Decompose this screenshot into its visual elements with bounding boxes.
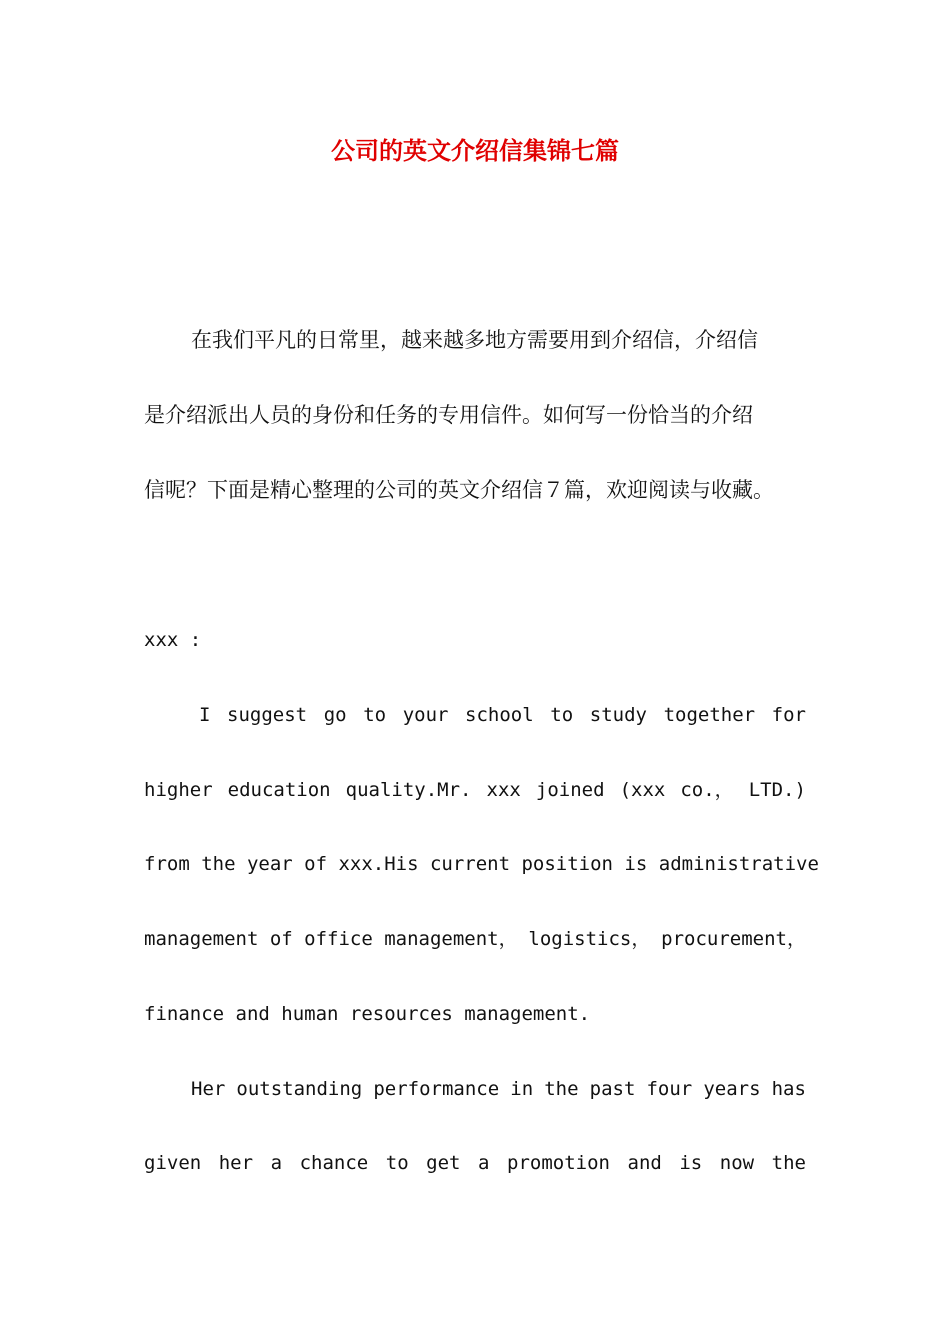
word: go xyxy=(323,704,347,726)
word: quality.Mr. xyxy=(345,779,472,801)
para1-line-4 xyxy=(144,924,806,954)
intro-line-1: 在我们平凡的日常里，越来越多地方需要用到介绍信，介绍信 xyxy=(191,328,758,352)
intro-line-3: 信呢？下面是精心整理的公司的英文介绍信７篇，欢迎阅读与收藏。 xyxy=(144,478,774,502)
word: (xxx xyxy=(619,779,666,801)
word: performance xyxy=(373,1078,500,1100)
word: higher xyxy=(144,779,213,801)
word: logistics， xyxy=(528,928,651,950)
word: to xyxy=(363,704,387,726)
word: Her xyxy=(191,1078,226,1100)
word: her xyxy=(218,1152,254,1174)
word: past xyxy=(589,1078,636,1100)
word: four xyxy=(646,1078,693,1100)
word: promotion xyxy=(507,1152,610,1174)
word: to xyxy=(550,704,574,726)
word: xxx xyxy=(486,779,521,801)
word: for xyxy=(771,704,806,726)
para1-line-3: from the year of xxx.His current position is administrative xyxy=(144,853,819,875)
word: given xyxy=(144,1152,202,1174)
word: outstanding xyxy=(236,1078,363,1100)
word: school xyxy=(465,704,534,726)
word: I xyxy=(199,704,211,726)
para1-line-1 xyxy=(144,700,806,730)
word: LTD.) xyxy=(748,779,806,801)
para2-line-1 xyxy=(144,1074,806,1104)
word: and xyxy=(627,1152,662,1174)
word: a xyxy=(478,1152,490,1174)
word: together xyxy=(663,704,756,726)
para1-line-5: finance and human resources management. xyxy=(144,1003,591,1025)
word: is xyxy=(679,1152,703,1174)
word: study xyxy=(589,704,647,726)
word: in xyxy=(510,1078,534,1100)
word: has xyxy=(771,1078,806,1100)
word: co.， xyxy=(680,779,734,801)
word: your xyxy=(402,704,449,726)
word: years xyxy=(703,1078,761,1100)
word: management of office management， xyxy=(144,928,518,950)
para1-line-2 xyxy=(144,775,806,805)
word: to xyxy=(385,1152,409,1174)
word: the xyxy=(544,1078,579,1100)
word: education xyxy=(227,779,331,801)
word: joined xyxy=(535,779,605,801)
intro-line-2: 是介绍派出人员的身份和任务的专用信件。如何写一份恰当的介绍 xyxy=(144,403,753,427)
word: suggest xyxy=(227,704,308,726)
word: get xyxy=(426,1152,461,1174)
word: chance xyxy=(299,1152,369,1174)
word: the xyxy=(771,1152,806,1174)
word: a xyxy=(270,1152,283,1174)
document-title: 公司的英文介绍信集锦七篇 xyxy=(331,137,619,165)
word: procurement， xyxy=(661,928,806,950)
para2-line-2 xyxy=(144,1148,806,1178)
salutation: xxx : xyxy=(144,629,202,651)
word: now xyxy=(719,1152,755,1174)
